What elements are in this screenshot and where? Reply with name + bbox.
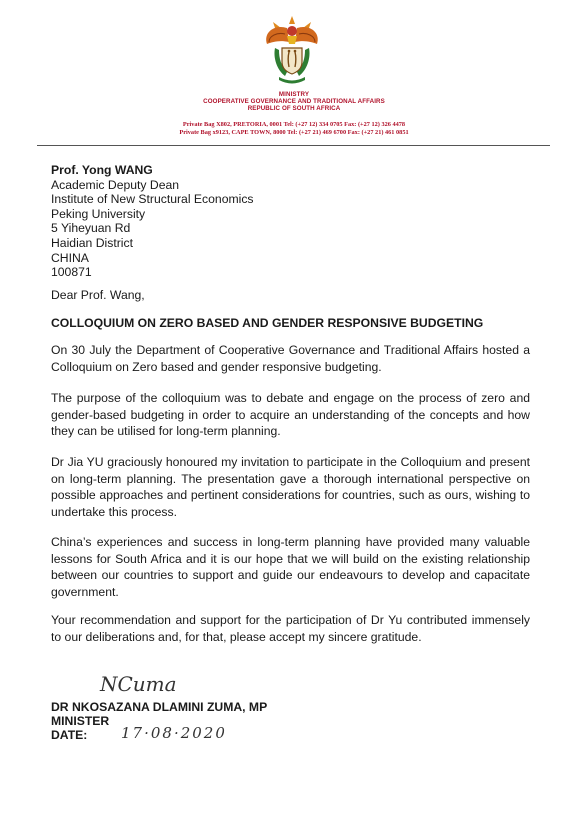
recipient-line: Institute of New Structural Economics <box>51 192 254 207</box>
letterhead-country: REPUBLIC OF SOUTH AFRICA <box>247 105 341 112</box>
subject-heading: COLLOQUIUM ON ZERO BASED AND GENDER RESPONSIVE BUDGETING <box>51 316 484 330</box>
letterhead-address-capetown: Private Bag x9123, CAPE TOWN, 8000 Tel: (+27 21) 469 6700 Fax: (+27 21) 461 0851 <box>179 129 409 136</box>
recipient-line: 100871 <box>51 265 92 280</box>
south-africa-coat-of-arms-icon <box>259 14 325 86</box>
recipient-line: 5 Yiheyuan Rd <box>51 221 131 236</box>
recipient-line: Haidian District <box>51 235 133 250</box>
recipient-line: Peking University <box>51 206 146 221</box>
body-paragraph: On 30 July the Department of Cooperative Governance and Traditional Affairs hosted a Colloquium on Zero based and gender responsive budgeting. <box>51 343 530 374</box>
body-paragraph: China’s experiences and success in long-term planning have provided many valuable lessons for South Africa and it is our hope that we will build on the existing relationship between our countries to support and guide our endeavours to develop and capacitate government. <box>51 535 530 599</box>
recipient-address-block <box>51 163 254 280</box>
salutation: Dear Prof. Wang, <box>51 288 145 302</box>
date-label: DATE: <box>51 728 88 742</box>
signer-title: MINISTER <box>51 714 110 728</box>
letterhead-ministry: MINISTRY <box>278 91 310 98</box>
body-paragraph: Dr Jia YU graciously honoured my invitation to participate in the Colloquium and present on long-term planning. The presentation gave a thorough international perspective on possible approaches and pertinent considerations for countries, such as ours, wishing to undertake this process. <box>51 455 530 519</box>
recipient-line: CHINA <box>51 250 89 265</box>
letterhead-department: COOPERATIVE GOVERNANCE AND TRADITIONAL AFFAIRS <box>203 98 385 105</box>
handwritten-date: 17·08·2020 <box>121 724 227 742</box>
body-paragraph: Your recommendation and support for the participation of Dr Yu contributed immensely to our deliberations and, for that, please accept my sincere gratitude. <box>51 613 530 644</box>
signer-name: DR NKOSAZANA DLAMINI ZUMA, MP <box>51 700 268 714</box>
recipient-line: Academic Deputy Dean <box>51 177 180 192</box>
handwritten-signature: NCuma <box>100 672 177 696</box>
recipient-name: Prof. Yong WANG <box>51 163 153 177</box>
letterhead-address-pretoria: Private Bag X802, PRETORIA, 0001 Tel: (+27 12) 334 0705 Fax: (+27 12) 326 4478 <box>182 121 406 128</box>
letterhead-divider <box>37 145 550 146</box>
body-paragraph: The purpose of the colloquium was to debate and engage on the process of zero and gender-based budgeting in order to acquire an understanding of the concepts and how they can be utilised for long-term planning. <box>51 391 530 438</box>
